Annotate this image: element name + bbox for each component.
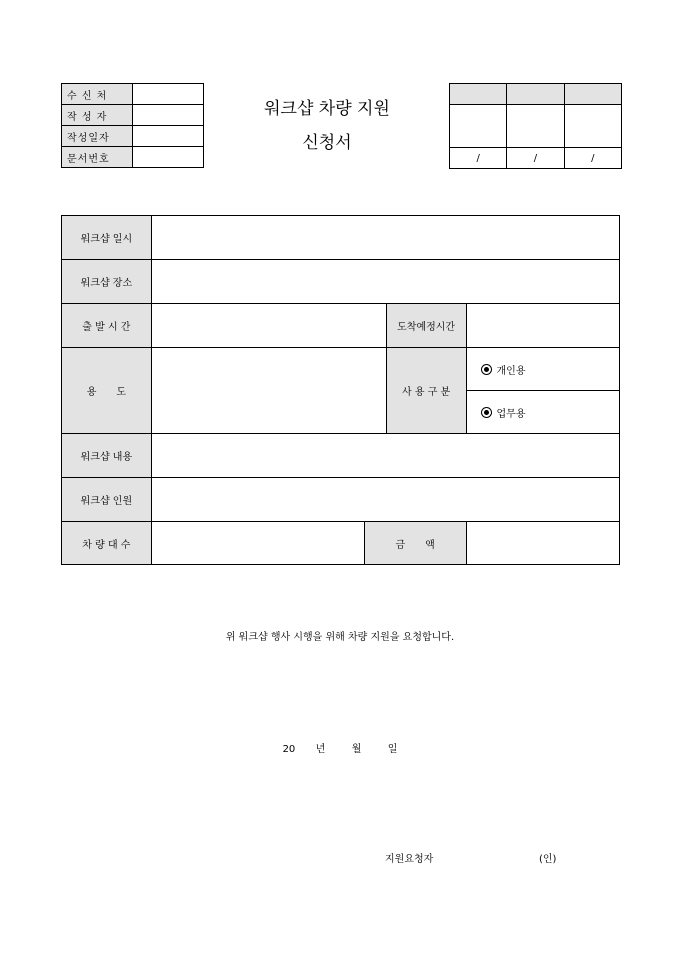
workshop-members-field[interactable]: [151, 478, 619, 522]
approval-date-2[interactable]: /: [507, 148, 564, 169]
arrival-time-field[interactable]: [466, 304, 620, 348]
amount-label: 금 액: [364, 522, 466, 565]
departure-time-label: 출 발 시 간: [62, 304, 152, 348]
workshop-date-label: 워크샵 일시: [62, 216, 152, 260]
approval-sign-3[interactable]: [564, 105, 621, 148]
request-form-table: [61, 215, 620, 565]
workshop-content-label: 워크샵 내용: [62, 434, 152, 478]
usage-type-label: 사 용 구 분: [386, 348, 466, 434]
date-line: [0, 740, 680, 755]
author-label: 작 성 자: [62, 105, 133, 126]
approval-date-1[interactable]: /: [450, 148, 507, 169]
amount-field[interactable]: [466, 522, 620, 565]
departure-time-field[interactable]: [151, 304, 386, 348]
approval-date-3[interactable]: /: [564, 148, 621, 169]
year-label: 년: [315, 744, 326, 755]
author-field[interactable]: [133, 105, 204, 126]
date-field[interactable]: [133, 126, 204, 147]
title-line-2: 신청서: [302, 133, 352, 153]
vehicle-count-label: 차 량 대 수: [62, 522, 152, 565]
approval-sign-1[interactable]: [450, 105, 507, 148]
approval-header-2: [507, 84, 564, 105]
approval-table: [449, 83, 622, 169]
purpose-label: 용 도: [62, 348, 152, 434]
request-statement: 위 워크샵 행사 시행을 위해 차량 지원을 요청합니다.: [225, 632, 455, 643]
usage-business-text: 업무용: [496, 408, 526, 420]
radio-icon[interactable]: [481, 364, 492, 375]
docno-field[interactable]: [133, 147, 204, 168]
workshop-place-label: 워크샵 장소: [62, 260, 152, 304]
approval-header-3: [564, 84, 621, 105]
workshop-content-field[interactable]: [151, 434, 619, 478]
purpose-field[interactable]: [151, 348, 386, 434]
usage-business-option[interactable]: [466, 391, 620, 434]
workshop-date-field[interactable]: [151, 216, 619, 260]
day-label: 일: [387, 744, 398, 755]
recipient-field[interactable]: [133, 84, 204, 105]
vehicle-count-field[interactable]: [151, 522, 364, 565]
arrival-time-label: 도착예정시간: [386, 304, 466, 348]
title-line-1: 워크샵 차량 지원: [264, 99, 390, 119]
radio-icon[interactable]: [481, 407, 492, 418]
workshop-place-field[interactable]: [151, 260, 619, 304]
date-label: 작성일자: [62, 126, 133, 147]
workshop-members-label: 워크샵 인원: [62, 478, 152, 522]
usage-personal-text: 개인용: [496, 365, 526, 377]
usage-personal-option[interactable]: [466, 348, 620, 391]
approval-header-1: [450, 84, 507, 105]
docno-label: 문서번호: [62, 147, 133, 168]
recipient-label: 수 신 처: [62, 84, 133, 105]
year-prefix: 20: [282, 744, 296, 755]
document-meta-table: [61, 83, 204, 168]
month-label: 월: [351, 744, 362, 755]
page-title: [212, 92, 442, 160]
seal-label: (인): [539, 854, 557, 865]
approval-sign-2[interactable]: [507, 105, 564, 148]
requester-label: 지원요청자: [385, 854, 434, 865]
